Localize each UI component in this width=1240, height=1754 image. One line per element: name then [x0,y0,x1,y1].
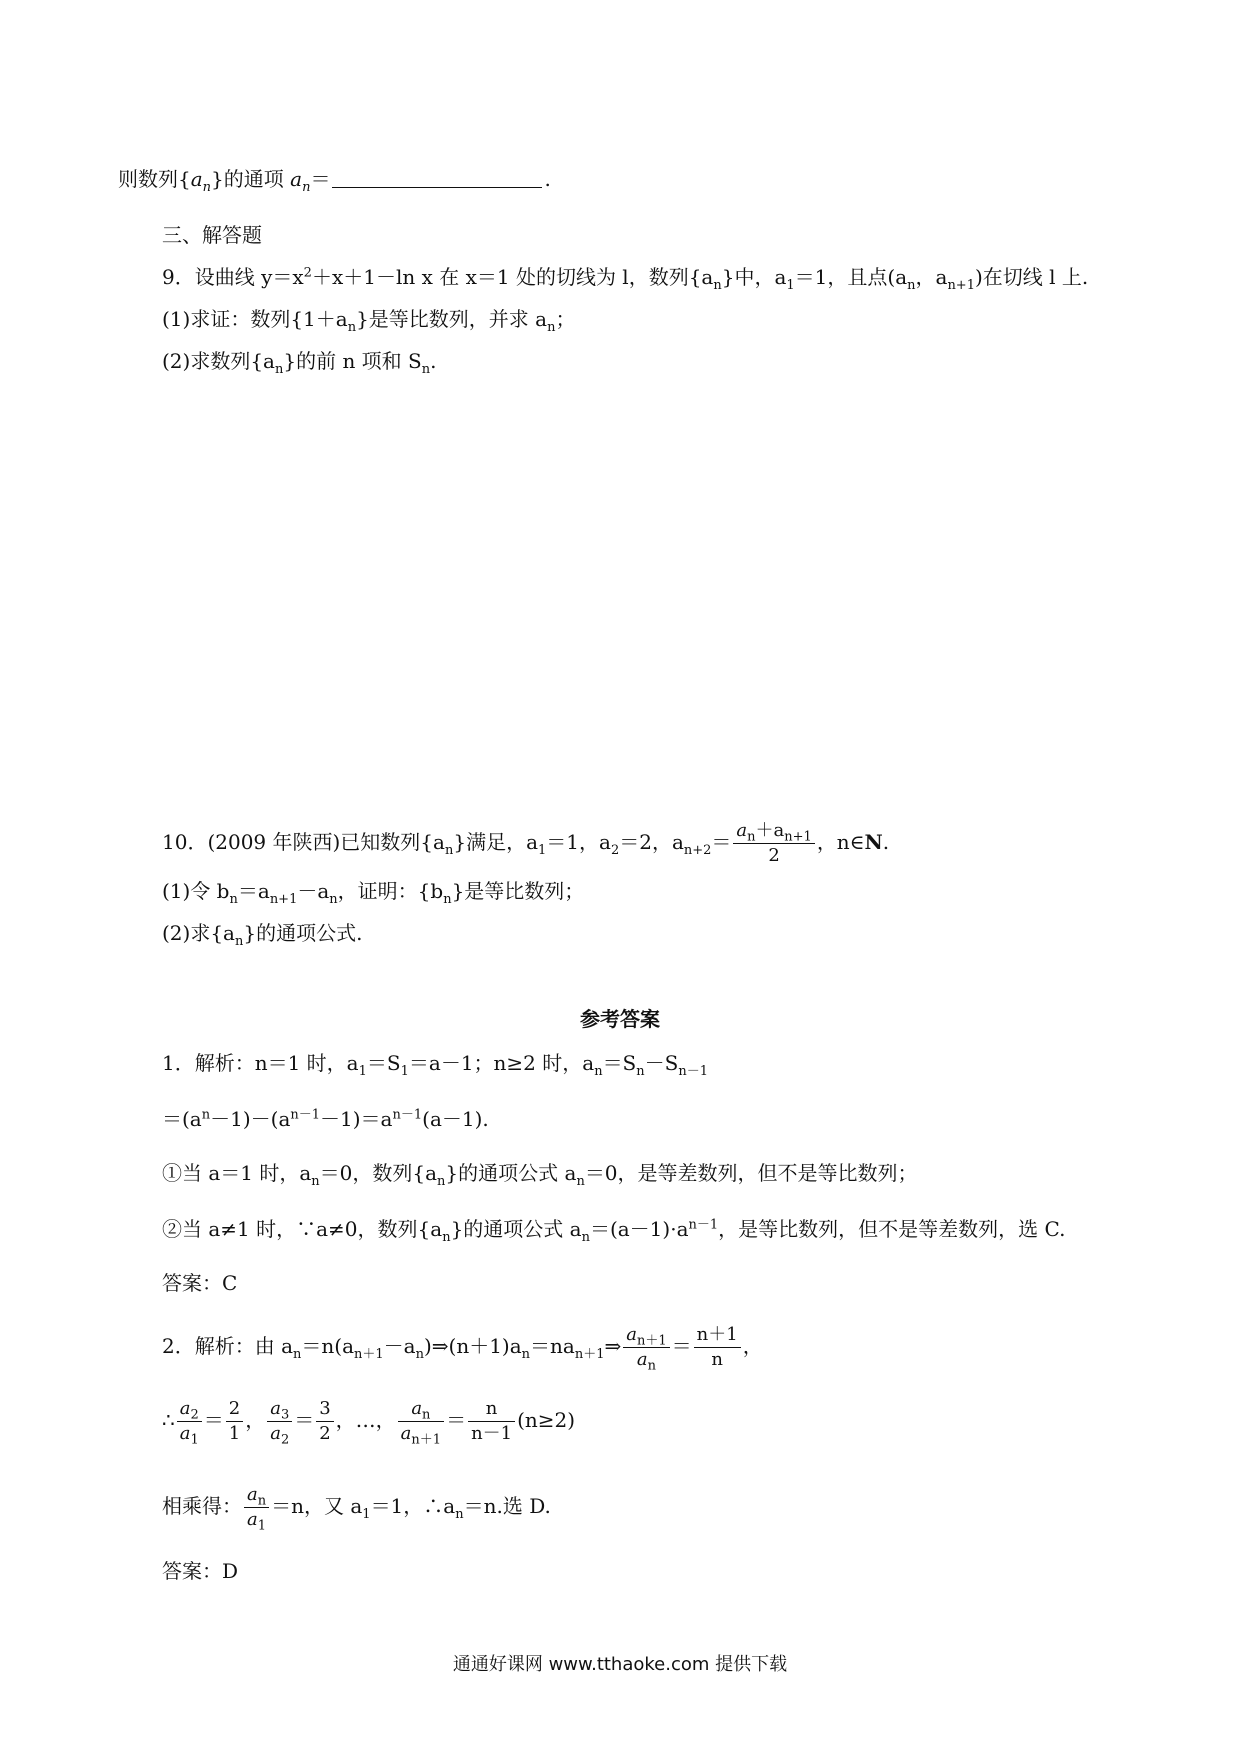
answers-title: 参考答案 [580,1007,660,1031]
q9-stem: 9．设曲线 $y=x^2+x+1-\ln$ x 在 x＝1 处的切线为 l，数列$\{a_n\}$中，$a_1=1$，且点($a_n$，$a_{n+1}$)在切线 l 上. [162,265,1089,293]
q8-tail: 则数列$\{a_n\}$的通项 $a_n=$ . [118,167,551,195]
q9-part2: (2)求数列$\{a_n\}$的前 n 项和 $S_n$. [162,349,437,377]
footer: 通通好课网 www.tthaoke.com 提供下载 [452,1654,788,1675]
answer2-line2: ∴ $\frac{a_2}{a_1}$ ＝ $\frac{2}{1}$ ， $\frac{a_3}{a_2}$ ＝ $\frac{3}{2}$ ，…， $\frac{a_n}{a_{n+1}}$ ＝ $\frac{n}{n-1}$ (n≥2) [162,1398,576,1448]
q9-part1: (1)求证：数列$\{1+a_n\}$是等比数列，并求 $a_n$； [162,307,576,335]
fraction: $\frac{n+1}{n}$ [694,1323,741,1372]
fraction: $\frac{a_n}{a_{n+1}}$ [398,1397,444,1446]
fraction: $\frac{a_n+a_{n+1}}{2}$ [733,819,814,868]
section-title: 三、解答题 [162,223,262,247]
fraction: $\frac{a_2}{a_1}$ [177,1397,202,1446]
q10-part1: (1)令 $b_n=a_{n+1}-a_n$，证明：$\{b_n\}$是等比数列； [162,879,585,907]
answer2-line1: 2．解析：由 $a_n=n(a_{n+1}-a_n)\Rightarrow(n+1)a_n=na_{n+1}\Rightarrow$ $\frac{a_{n+1}}{a_n}$ ＝ $\frac{n+1}{n}$ ， [162,1324,763,1374]
answer1-final: 答案：C [162,1271,238,1295]
q10-part2: (2)求$\{a_n\}$的通项公式. [162,921,363,949]
fraction: $\frac{n}{n-1}$ [468,1397,515,1446]
fraction: $\frac{a_{n+1}}{a_n}$ [623,1323,669,1372]
fraction: $\frac{a_n}{a_1}$ [244,1483,269,1532]
answer1-line2: $=(a^n-1)-(a^{n-1}-1)=a^{n-1}(a-1)$. [162,1107,489,1131]
answer2-line3: 相乘得： $\frac{a_n}{a_1}$ ＝n，又 $a_1=1$，$\therefore a_n=n$.选 D. [162,1484,551,1534]
answer1-line1: 1．解析：n＝1 时，$a_1=S_1=a-1$；n≥2 时，$a_n=S_n-S_{n-1}$ [162,1051,708,1079]
answer1-line4: ②当 a≠1 时，∵a≠0，数列$\{a_n\}$的通项公式 $a_n=(a-1)\cdot a^{n-1}$，是等比数列，但不是等差数列，选 C. [162,1217,1066,1245]
answer1-line3: ①当 a＝1 时，$a_n=0$，数列$\{a_n\}$的通项公式 $a_n=0$，是等差数列，但不是等比数列； [162,1161,918,1189]
answer2-final: 答案：D [162,1559,239,1583]
fraction: $\frac{2}{1}$ [226,1397,243,1446]
q10-stem: 10．(2009 年陕西)已知数列$\{a_n\}$满足，$a_1=1$，$a_2=2$，$a_{n+2}=$ $\frac{a_n+a_{n+1}}{2}$ ，n∈N. [162,820,890,866]
fraction: $\frac{3}{2}$ [316,1397,333,1446]
answer-blank [332,167,542,188]
fraction: $\frac{a_3}{a_2}$ [267,1397,292,1446]
